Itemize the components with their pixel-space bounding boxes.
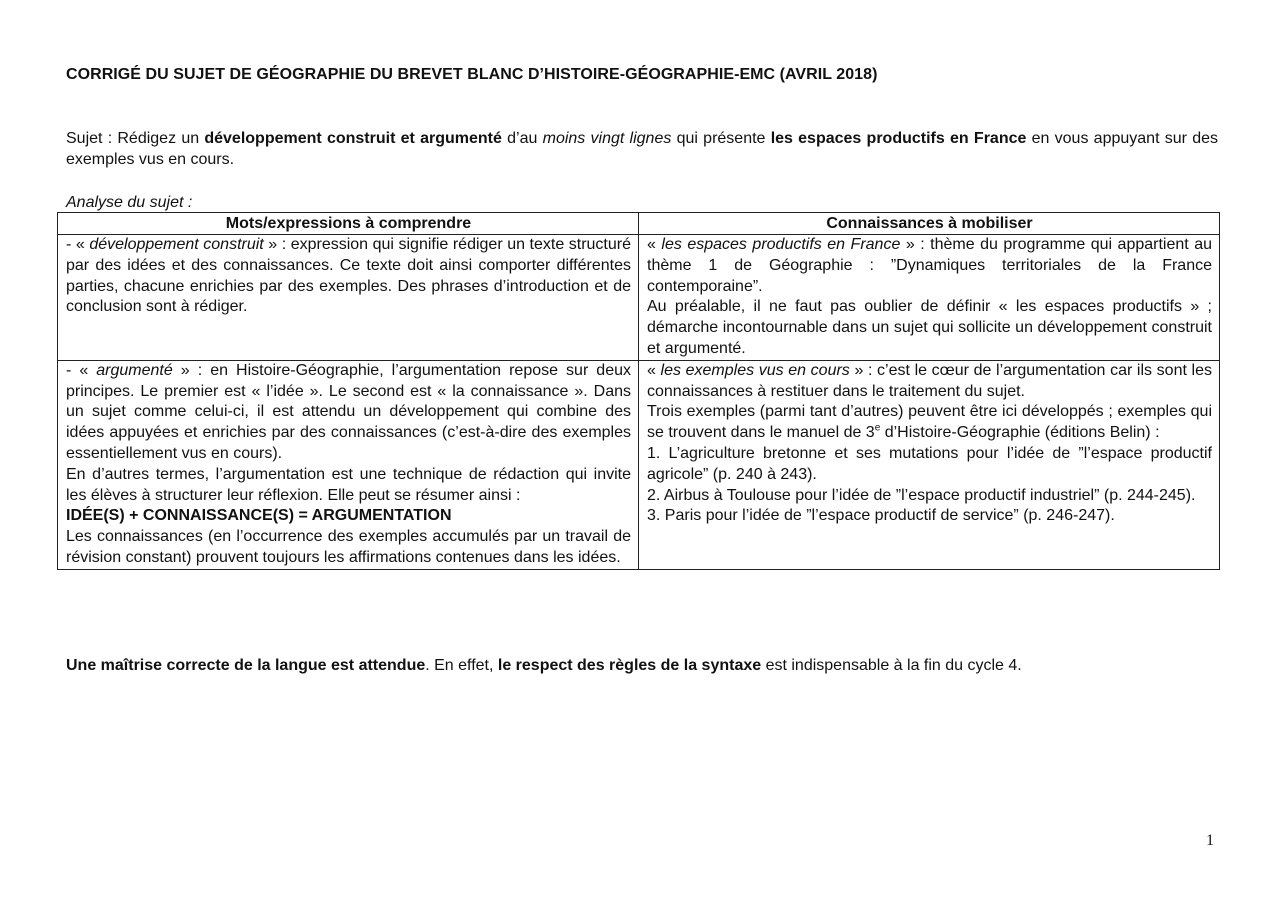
row1-right-term: les espaces productifs en France xyxy=(661,236,901,253)
table-header-row xyxy=(58,213,1220,235)
row2-right-paragraph-2 xyxy=(647,402,1212,444)
row2-right-p2a: Trois exemples (parmi tant d’autres) peuvent être ici développés ; exemples qui se trouvent dans le manuel de 3 xyxy=(647,403,1212,442)
table-row xyxy=(58,235,1220,361)
row1-right-pre: « xyxy=(647,236,662,253)
row2-right-text xyxy=(647,361,1212,403)
analysis-label: Analyse du sujet : xyxy=(66,194,193,211)
footer-bold-syntax: le respect des règles de la syntaxe xyxy=(497,657,762,674)
row1-left-text xyxy=(66,235,631,318)
row2-left-paragraph-2: En d’autres termes, l’argumentation est une technique de rédaction qui invite les élèves à structurer leur réflexion. Elle peut se résumer ainsi : xyxy=(66,465,631,504)
footer-note xyxy=(66,655,1022,676)
row1-left-body: » : expression qui signifie rédiger un texte structuré par des idées et des connaissances. Ce texte doit ainsi comporter différentes parties, chacune enrichies par des exemples. Des phrases d’introduction et de conclusion sont à rédiger. xyxy=(66,236,631,316)
header-knowledge: Connaissances à mobiliser xyxy=(639,213,1220,235)
row1-right-cell xyxy=(639,235,1220,361)
table-row xyxy=(58,360,1220,569)
argumentation-formula: IDÉE(S) + CONNAISSANCE(S) = ARGUMENTATION xyxy=(66,507,452,525)
row2-left-body: » : en Histoire-Géographie, l’argumentation repose sur deux principes. Le premier est « l’idée ». Le second est « la connaissance ». Dans un sujet comme celui-ci, il est attendu un développement qui combine des idées appuyées et enrichies par des connaissances (c’est-à-dire des exemples essentiellement vus en cours). xyxy=(66,361,631,462)
subject-text-3: qui présente xyxy=(671,130,771,147)
subject-text-4: en vous appuyant sur des exemples vus en cours. xyxy=(66,130,1219,168)
row1-right-text xyxy=(647,235,1212,297)
row2-right-pre: « xyxy=(647,361,661,379)
subject-text-2: d’au xyxy=(501,130,543,147)
row2-left-pre: - « xyxy=(66,361,97,379)
header-terms: Mots/expressions à comprendre xyxy=(58,213,639,235)
subject-prefix: Sujet : Rédigez un xyxy=(66,130,205,147)
row2-left-cell xyxy=(58,360,639,569)
row2-left-paragraph-3: Les connaissances (en l’occurrence des exemples accumulés par un travail de révision constant) prouvent toujours les affirmations contenues dans les idées. xyxy=(66,528,631,566)
row2-left-term: argumenté xyxy=(96,361,173,379)
row1-left-cell xyxy=(58,235,639,361)
grade-superscript: e xyxy=(874,422,881,434)
footer-bold-language: Une maîtrise correcte de la langue est attendue xyxy=(66,657,426,674)
row1-left-term: développement construit xyxy=(89,236,264,253)
example-item-2: 2. Airbus à Toulouse pour l’idée de ”l’espace productif industriel” (p. 244-245). xyxy=(647,486,1196,504)
row2-right-term: les exemples vus en cours xyxy=(660,361,850,379)
row1-right-paragraph-2: Au préalable, il ne faut pas oublier de définir « les espaces productifs » ; démarche incontournable dans un sujet qui sollicite un développement construit et argumenté. xyxy=(647,298,1212,357)
analysis-table xyxy=(57,212,1220,570)
footer-text-2: est indispensable à la fin du cycle 4. xyxy=(761,657,1022,674)
row1-left-pre: - « xyxy=(66,236,90,253)
row2-right-body: » : c’est le cœur de l’argumentation car ils sont les connaissances à restituer dans le traitement du sujet. xyxy=(647,361,1213,400)
subject-bold-development: développement construit et argumenté xyxy=(204,130,502,147)
row1-right-body: » : thème du programme qui appartient au thème 1 de Géographie : ”Dynamiques territoriales de la France contemporaine”. xyxy=(647,236,1212,295)
row2-right-cell xyxy=(639,360,1220,569)
subject-italic-length: moins vingt lignes xyxy=(542,130,672,147)
example-item-3: 3. Paris pour l’idée de ”l’espace productif de service” (p. 246-247). xyxy=(647,507,1115,525)
subject-paragraph xyxy=(66,128,1218,170)
row2-left-text xyxy=(66,361,631,465)
row2-right-p2b: d’Histoire-Géographie (éditions Belin) : xyxy=(880,424,1160,442)
example-item-1: 1. L’agriculture bretonne et ses mutations pour l’idée de ”l’espace productif agricole” (p. 240 à 243). xyxy=(647,444,1212,483)
page-number: 1 xyxy=(1206,832,1214,849)
footer-text-1: . En effet, xyxy=(425,657,498,674)
subject-bold-topic: les espaces productifs en France xyxy=(770,130,1027,147)
page-title: CORRIGÉ DU SUJET DE GÉOGRAPHIE DU BREVET BLANC D’HISTOIRE-GÉOGRAPHIE-EMC (AVRIL 2018) xyxy=(66,66,878,83)
